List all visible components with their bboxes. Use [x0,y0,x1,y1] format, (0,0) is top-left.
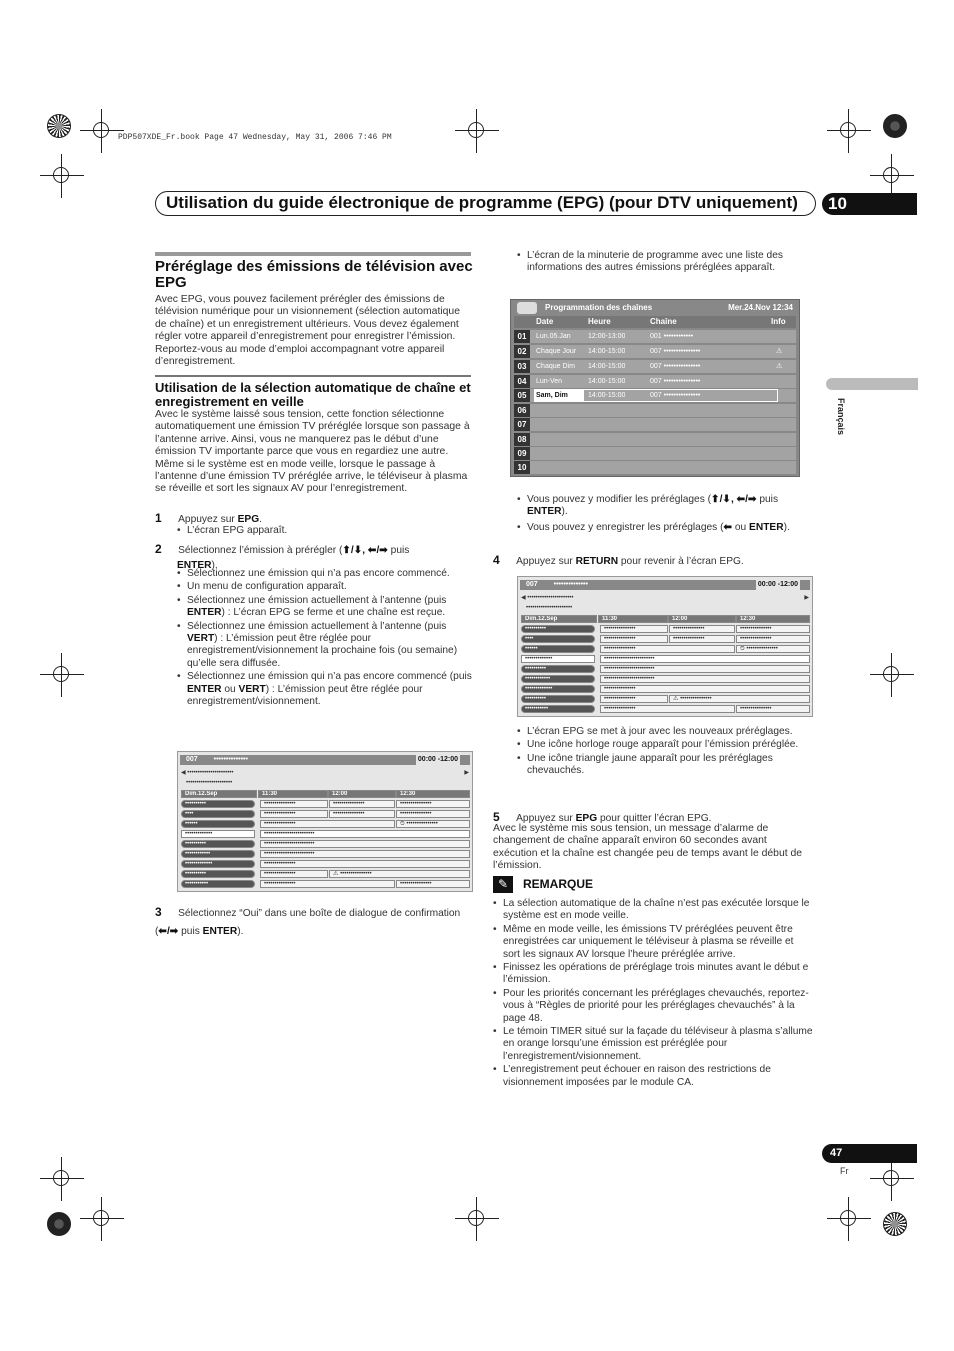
step-text: puis [387,545,410,556]
bullet: • Une icône triangle jaune apparaît pour les préréglages chevauchés. [517,753,812,778]
step-number: 2 [155,542,162,556]
key-label: EPG [237,514,260,525]
epg-time: 12:00 [668,615,736,623]
warning-icon: ⚠ [333,871,339,877]
registration-mark [88,1205,116,1233]
timer-row[interactable]: 06 [514,404,796,417]
bullet: • Un menu de configuration apparaît. [177,581,473,593]
note-item: • L’enregistrement peut échouer en raison des restrictions de visionnement imposées par le module CA. [493,1064,813,1089]
timer-row[interactable]: 09 [514,447,796,460]
bullet: • Sélectionnez une émission actuellement à l’antenne (puis VERT) : L’émission peut être réglée pour enregistrement/visionnement la prochaine fois (ou semaine) qu’elle sera diffusée. [177,621,473,671]
epg-topbar: 007 •••••••••••••• 00:00 -12:00 [180,755,470,765]
epg-program[interactable]: ••••••••••••••• [600,625,668,633]
epg-channel[interactable]: •••••••••• [181,840,255,848]
registration-mark [878,1165,906,1193]
epg-channel[interactable]: ••••••••••• [181,880,255,888]
timer-datetime: Mer.24.Nov 12:34 [728,303,793,312]
step-number: 1 [155,511,162,525]
timer-row[interactable]: 10 [514,461,796,474]
epg-program[interactable]: ••••••••••••••• [600,705,735,713]
note-item: • Le témoin TIMER situé sur la façade du téléviseur à plasma s’allume en orange lorsqu’une émission est préréglée pour l’enregistrement/visionnement. [493,1026,813,1063]
epg-program[interactable]: •••••••••••••••••••••••• [600,675,810,683]
bullet: • L’écran EPG se met à jour avec les nouveaux préréglages. [517,726,812,738]
bullet: • Sélectionnez une émission qui n’a pas encore commencé (puis ENTER ou VERT) : L’émission peut être réglée pour enregistrement/visionnement. [177,671,473,708]
epg-channel[interactable]: •••••••••• [521,665,595,673]
registration-mark [463,117,491,145]
epg-channel-selected[interactable]: ••••••••••••• [181,830,255,838]
file-info: PDP507XDE_Fr.book Page 47 Wednesday, May 31, 2006 7:46 PM [118,133,392,142]
epg-program[interactable]: ••••••••••••••• [736,705,810,713]
epg-date: Dim.12.Sep [181,790,257,798]
note-title: REMARQUE [523,877,594,891]
note-item: • Pour les priorités concernant les préréglages chevauchés, reportez-vous à “Règles de priorité pour les préréglages chevauchés” à la page 48. [493,988,813,1025]
epg-program[interactable]: •••••••••••••••••••••••• [260,850,470,858]
epg-program[interactable]: ••••••••••••••• [669,625,735,633]
timer-row[interactable]: 03 Chaque Dim 14:00-15:00 007 ••••••••••••••• ⚠ [514,360,796,373]
bullet: • Sélectionnez une émission actuellement à l’antenne (puis ENTER) : L’écran EPG se ferme et une chaîne est reçue. [177,595,473,620]
step-number: 4 [493,553,500,567]
registration-rosette [47,1212,71,1236]
clock-icon: ⏲ [400,821,405,827]
epg-channel[interactable]: •••• [181,810,255,818]
epg-program[interactable]: ••••••••••••••• [329,800,395,808]
bullet: • Vous pouvez y enregistrer les préréglages (⬅ ou ENTER). [517,522,812,534]
bullet: • L’écran de la minuterie de programme avec une liste des informations des autres émissions préréglées apparaît. [517,250,812,275]
step-text: Sélectionnez l’émission à prérégler ( [178,545,343,556]
registration-mark [48,162,76,190]
epg-date: Dim.12.Sep [521,615,597,623]
epg-time: 12:30 [736,615,810,623]
epg-channel[interactable]: •••••••••• [181,870,255,878]
registration-mark [835,1205,863,1233]
note-icon: ✎ [493,876,513,893]
epg-channel[interactable]: ••••••••••••• [181,860,255,868]
page-number: 47 [822,1144,917,1163]
epg-channel[interactable]: ••••••••••• [521,705,595,713]
epg-program[interactable]: ••••••••••••••• [260,860,470,868]
timer-row[interactable]: 01 Lun.05.Jan 12:00-13:00 001 •••••••••••• [514,330,796,343]
timer-list-screen [510,299,800,477]
note-item: • Même en mode veille, les émissions TV préréglées peuvent être enregistrées car uniquement le téléviseur à plasma se réveille et sort les signaux AV lorsque l’heure préréglée arrive. [493,924,813,961]
key-label: ENTER [177,560,212,571]
warning-icon: ⚠ [776,348,783,355]
section-title: Préréglage des émissions de télévision avec EPG [155,258,473,291]
epg-program[interactable]: ••••••••••••••• [260,800,328,808]
epg-program[interactable]: •••••••••••••••••••••••• [260,840,470,848]
epg-screen-updated: 007 •••••••••••••• 00:00 -12:00 ◀ •••••••••••••••••••••• ▶ •••••••••••••••••••••• Dim.12.Sep 11:30 12:00 12:30 •••••••••• ••••••••••••••• ••••••••••••••• ••••••••••••••• •••• ••••••••••••••• ••••••••••••••• ••••••••••••••• •••••• ••••••••••••••• ⏲ ••••••••••••••• ••••••••••••• •••••••••••••••••••••••• •••••••••• •••••••••••••••••••••••• •••••••••••• •••••••••••••••••••••••• ••••••••••••• ••••••••••••••• •••••••••• ••••••••••••••• ⚠ ••••••••••••••• ••••••••••• ••••••••••••••• ••••••••••••••• [517,576,813,717]
step-text: Appuyez sur EPG pour quitter l’écran EPG. [516,813,712,824]
registration-mark [878,162,906,190]
warning-icon: ⚠ [776,363,783,370]
epg-program[interactable]: ••••••••••••••• [669,635,735,643]
epg-channel-selected[interactable]: ••••••••••••• [521,655,595,663]
col-header: Heure [588,317,611,326]
epg-program[interactable]: ⚠ ••••••••••••••• [329,870,470,878]
registration-mark [878,661,906,689]
epg-program[interactable]: ⚠ ••••••••••••••• [669,695,810,703]
epg-time: 11:30 [598,615,668,623]
step-text: Appuyez sur RETURN pour revenir à l’écran EPG. [516,556,744,567]
epg-time: 12:00 [328,790,396,798]
epg-channel[interactable]: •••• [521,635,595,643]
registration-mark [835,117,863,145]
subsection-rule [155,375,471,377]
epg-program[interactable]: ⏲ ••••••••••••••• [736,645,810,653]
step-number: 5 [493,810,500,824]
epg-program[interactable]: ••••••••••••••• [600,695,668,703]
epg-time: 11:30 [258,790,328,798]
epg-program[interactable]: ••••••••••••••• [260,810,328,818]
epg-program[interactable]: ••••••••••••••• [396,800,470,808]
epg-program[interactable]: •••••••••••••••••••••••• [600,665,810,673]
registration-mark [48,1165,76,1193]
timer-title: Programmation des chaînes [545,303,653,312]
epg-program[interactable]: ••••••••••••••• [600,635,668,643]
col-header: Chaîne [650,317,677,326]
epg-channel[interactable]: •••••••••••• [521,675,595,683]
registration-rosette [883,1212,907,1236]
timer-row[interactable]: 07 [514,418,796,431]
epg-channel[interactable]: •••••••••• [181,800,255,808]
bullet: • Vous pouvez y modifier les préréglages (⬆/⬇, ⬅/➡ puis ENTER). [517,494,812,519]
epg-channel[interactable]: ••••••••••••• [521,685,595,693]
note-item: • Finissez les opérations de préréglage trois minutes avant le début e l’émission. [493,962,813,987]
epg-program[interactable]: ••••••••••••••• [260,870,328,878]
timer-icon [517,302,537,314]
timer-row[interactable]: 08 [514,433,796,446]
chapter-header: Utilisation du guide électronique de programme (EPG) (pour DTV uniquement) [155,191,816,216]
epg-program[interactable]: ••••••••••••••• [736,635,810,643]
step-number: 3 [155,905,162,919]
step-text: Sélectionnez “Oui” dans une boîte de dialogue de confirmation (⬅/➡ puis ENTER). [155,908,461,937]
registration-mark [463,1205,491,1233]
step-4 [493,551,813,569]
bullet: • L’écran EPG apparaît. [177,525,473,537]
timer-row-selected[interactable]: 05 Sam, Dim 14:00-15:00 007 ••••••••••••••• [514,389,796,402]
bullet: • Sélectionnez une émission qui n’a pas encore commencé. [177,568,473,580]
step-text: ). [211,560,218,571]
timer-row[interactable]: 04 Lun-Ven 14:00-15:00 007 ••••••••••••••• [514,375,796,388]
epg-program[interactable]: ••••••••••••••• [600,685,810,693]
timer-row[interactable]: 02 Chaque Jour 14:00-15:00 007 ••••••••••••••• ⚠ [514,345,796,358]
subsection-title: Utilisation de la sélection automatique de chaîne et enregistrement en veille [155,380,471,409]
epg-topbar: 007 •••••••••••••• 00:00 -12:00 [520,580,810,590]
col-header: Date [536,317,554,326]
col-header: Info [771,317,786,326]
epg-time: 12:30 [396,790,470,798]
epg-channel[interactable]: •••••••••• [521,625,595,633]
epg-program[interactable]: ••••••••••••••• [736,625,810,633]
epg-program[interactable]: ••••••••••••••• [329,810,395,818]
subsection-body: Même si le système est en mode veille, lorsque le passage à l’antenne d’une émission TV préréglée arrive, le téléviseur à plasma se réveille et sort les signaux AV pour l’enregistrement. [155,458,468,495]
page-lang: Fr [840,1166,849,1176]
epg-channel[interactable]: •••••••••• [521,695,595,703]
language-label: Français [836,398,846,436]
epg-program[interactable]: •••••••••••••••••••••••• [260,830,470,838]
bullet: • Une icône horloge rouge apparaît pour l’émission préréglée. [517,739,812,751]
registration-mark [88,117,116,145]
warning-icon: ⚠ [673,696,679,702]
epg-program[interactable]: ••••••••••••••• [260,820,395,828]
epg-program[interactable]: ••••••••••••••• [396,880,470,888]
step-text: Appuyez sur [178,514,238,525]
registration-rosette [47,114,71,138]
epg-program[interactable]: ••••••••••••••• [260,880,395,888]
epg-channel[interactable]: •••••• [181,820,255,828]
epg-program[interactable]: •••••••••••••••••••••••• [600,655,810,663]
epg-program[interactable]: ••••••••••••••• [396,810,470,818]
epg-program[interactable]: ⏲ ••••••••••••••• [396,820,470,828]
epg-program[interactable]: ••••••••••••••• [600,645,735,653]
note-item: • La sélection automatique de la chaîne n’est pas exécutée lorsque le système est en mode veille. [493,898,813,923]
step-3 [155,903,473,939]
clock-icon: ⏲ [740,646,745,652]
step-text: . [259,514,262,525]
registration-mark [48,661,76,689]
section-rule [155,252,471,256]
chapter-number: 10 [822,193,917,215]
arrow-keys: ⬆/⬇, ⬅/➡ [342,545,388,556]
epg-screen: 007 •••••••••••••• 00:00 -12:00 ◀ •••••••••••••••••••••• ▶ •••••••••••••••••••••• Dim.12.Sep 11:30 12:00 12:30 •••••••••• ••••••••••••••• ••••••••••••••• ••••••••••••••• •••• ••••••••••••••• ••••••••••••••• ••••••••••••••• •••••• ••••••••••••••• ⏲ ••••••••••••••• ••••••••••••• •••••••••••••••••••••••• •••••••••• •••••••••••••••••••••••• •••••••••••• •••••••••••••••••••••••• ••••••••••••• ••••••••••••••• •••••••••• ••••••••••••••• ⚠ ••••••••••••••• ••••••••••• ••••••••••••••• ••••••••••••••• [177,751,473,892]
epg-channel[interactable]: •••••• [521,645,595,653]
registration-rosette [883,114,907,138]
step-5-body: Avec le système mis sous tension, un message d’alarme de changement de chaîne apparaît environ 60 secondes avant exécution et la chaîne est changée peu de temps avant le début de l’émission. [493,823,803,872]
subsection-body: Avec le système laissé sous tension, cette fonction sélectionne automatiquement une émission TV préréglée lorsque son passage à l’antenne arrive. Ainsi, vous ne manquerez pas le début d’une émission TV importante parce que vous en regardiez une autre. [155,409,470,458]
section-body: Avec EPG, vous pouvez facilement prérégler des émissions de télévision numérique pour un visionnement (sélection automatique de chaîne) et un enregistrement ultérieurs. Vous devez également régler votre appareil d’enregistrement pour enregistrer l’émission. Reportez-vous au mode d’emploi accompagnant votre appareil d’enregistrement. [155,294,460,368]
language-tab [826,378,918,390]
epg-channel[interactable]: •••••••••••• [181,850,255,858]
